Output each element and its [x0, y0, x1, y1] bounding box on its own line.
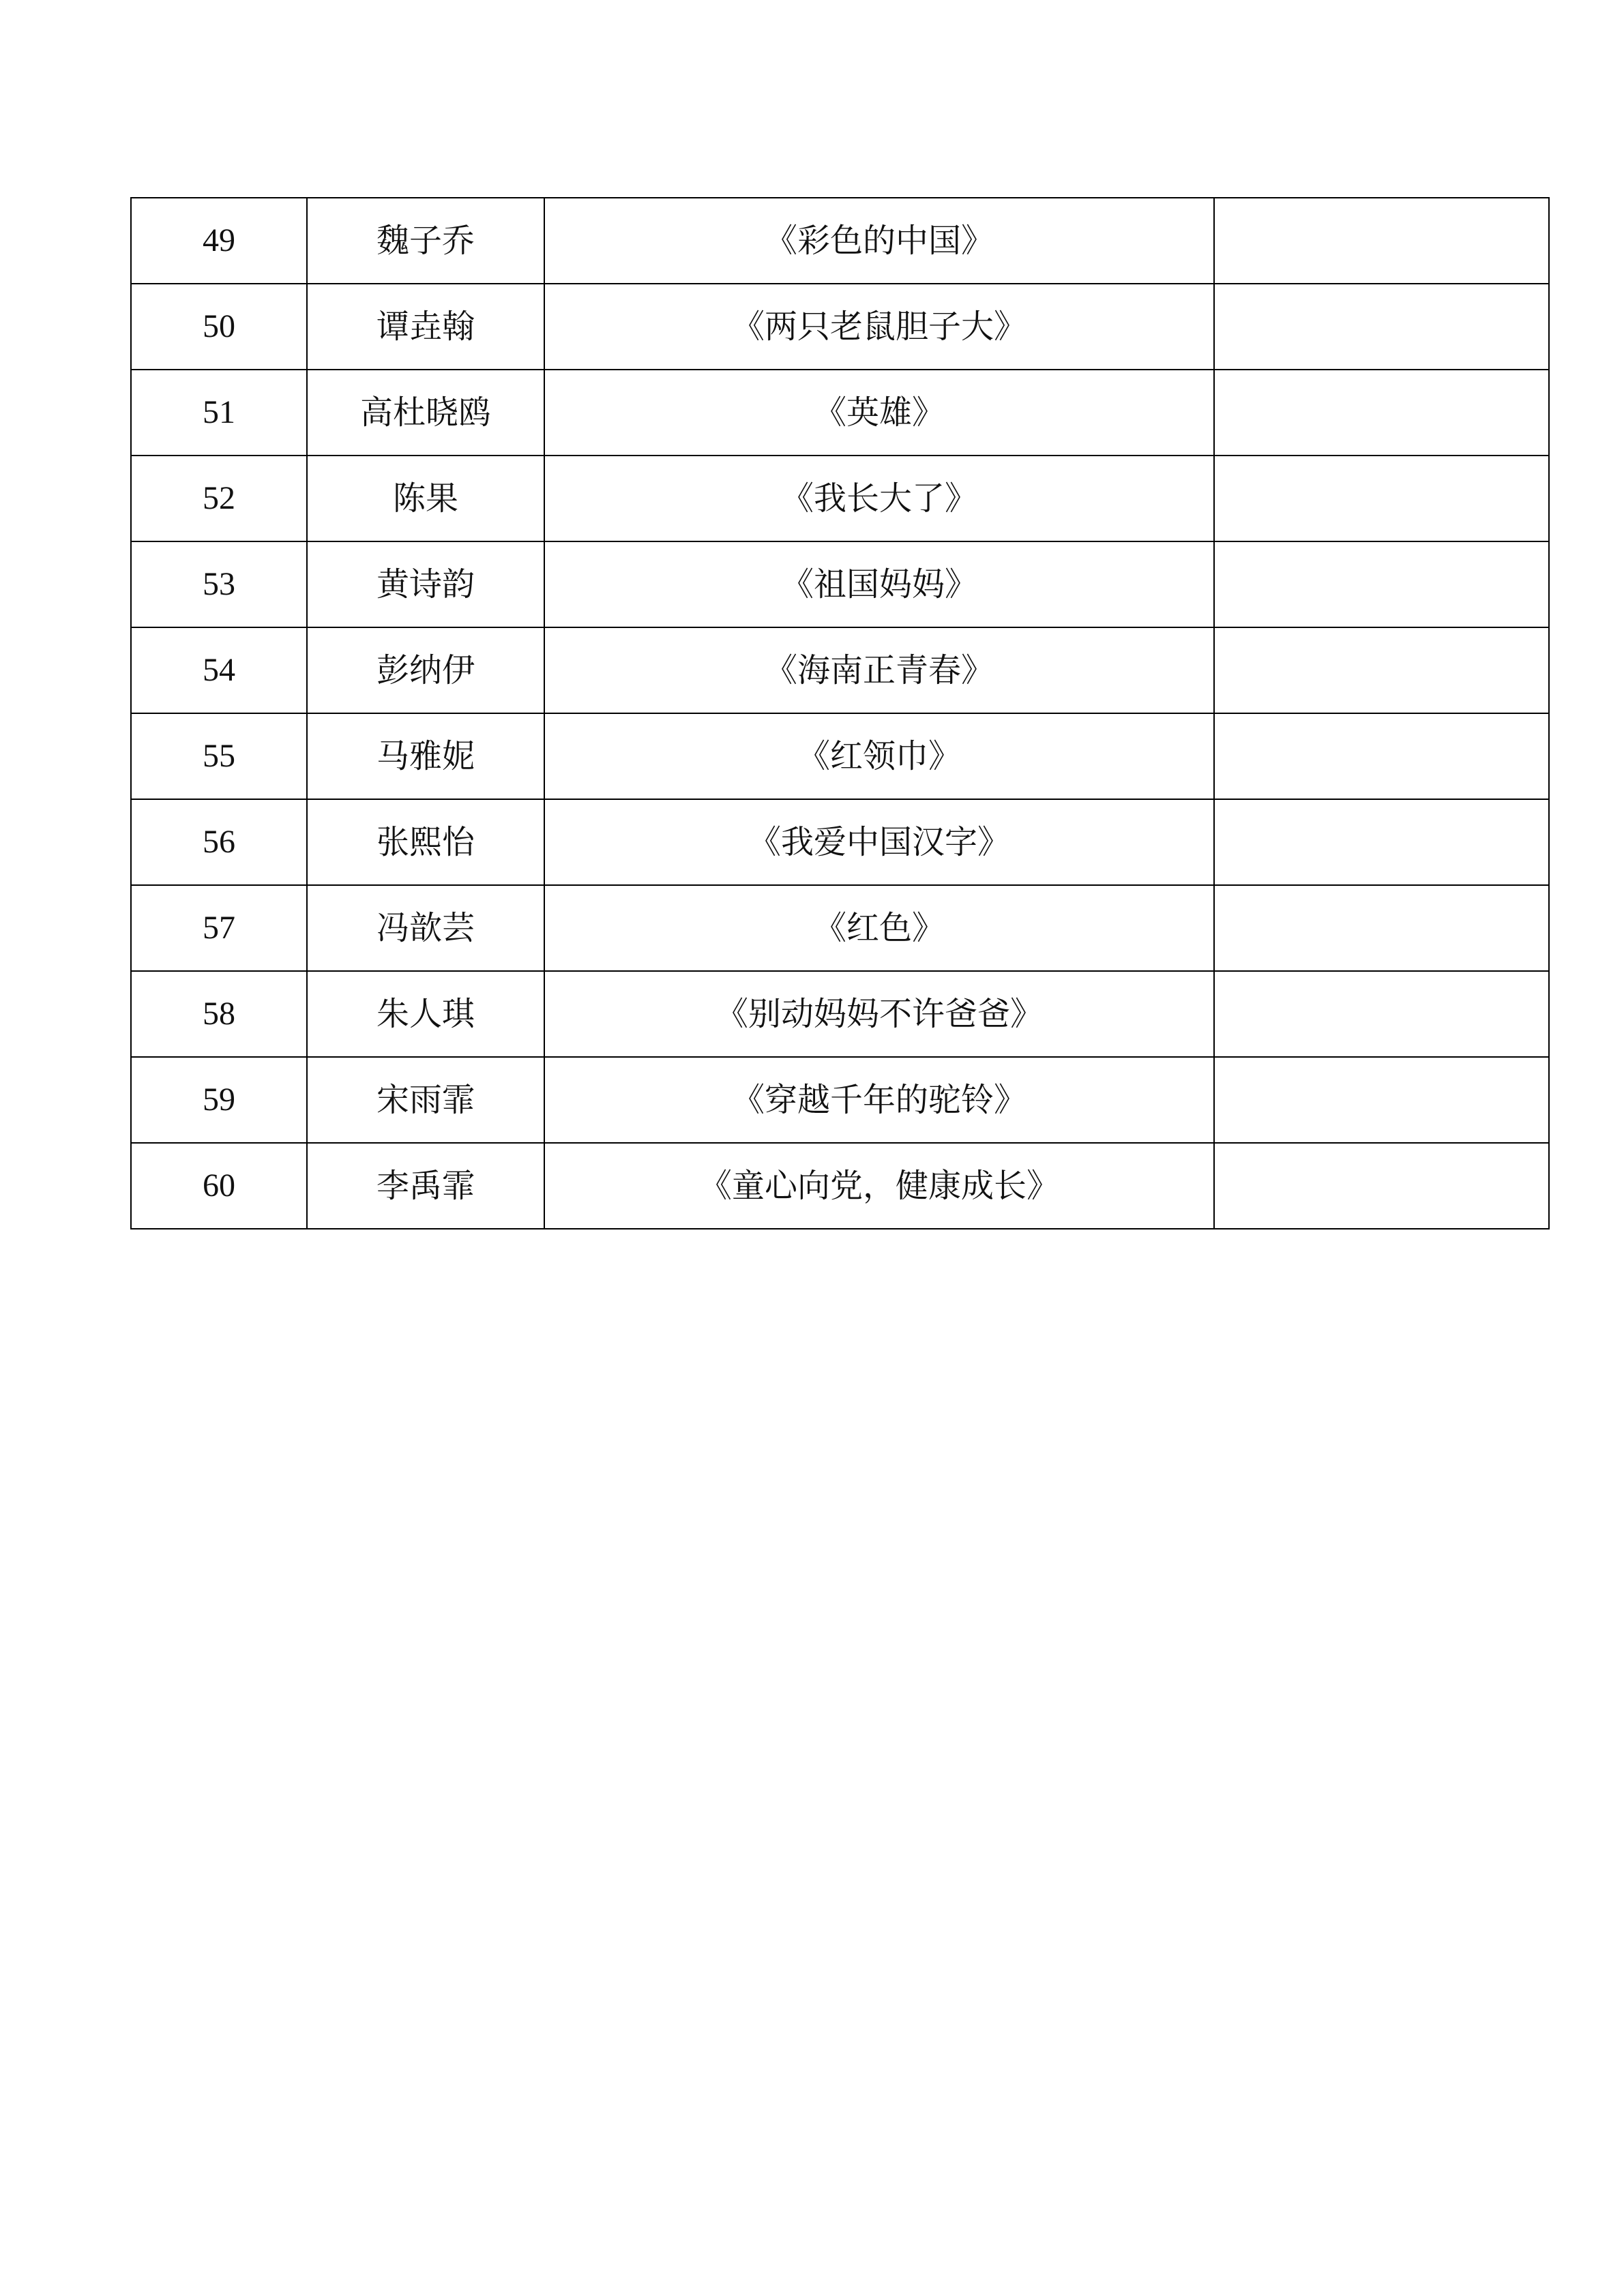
work-title: 《红领巾》 — [544, 713, 1214, 799]
student-name: 李禹霏 — [307, 1143, 544, 1229]
row-number: 59 — [131, 1057, 307, 1143]
student-name: 魏子乔 — [307, 198, 544, 284]
student-name: 彭纳伊 — [307, 627, 544, 713]
work-title: 《彩色的中国》 — [544, 198, 1214, 284]
work-title: 《别动妈妈不许爸爸》 — [544, 971, 1214, 1057]
row-number: 51 — [131, 370, 307, 456]
roster-table — [130, 197, 1550, 1229]
table-row — [131, 370, 1549, 456]
note-cell — [1214, 799, 1549, 885]
note-cell — [1214, 541, 1549, 627]
row-number: 60 — [131, 1143, 307, 1229]
table-row — [131, 713, 1549, 799]
row-number: 50 — [131, 284, 307, 370]
row-number: 56 — [131, 799, 307, 885]
note-cell — [1214, 284, 1549, 370]
note-cell — [1214, 456, 1549, 541]
table-row — [131, 198, 1549, 284]
note-cell — [1214, 370, 1549, 456]
row-number: 53 — [131, 541, 307, 627]
table-row — [131, 541, 1549, 627]
note-cell — [1214, 971, 1549, 1057]
note-cell — [1214, 627, 1549, 713]
row-number: 57 — [131, 885, 307, 971]
work-title: 《我长大了》 — [544, 456, 1214, 541]
work-title: 《海南正青春》 — [544, 627, 1214, 713]
row-number: 49 — [131, 198, 307, 284]
work-title: 《我爱中国汉字》 — [544, 799, 1214, 885]
table-row — [131, 971, 1549, 1057]
student-name: 高杜晓鸥 — [307, 370, 544, 456]
row-number: 55 — [131, 713, 307, 799]
note-cell — [1214, 713, 1549, 799]
student-name: 张熙怡 — [307, 799, 544, 885]
student-name: 陈果 — [307, 456, 544, 541]
work-title: 《穿越千年的驼铃》 — [544, 1057, 1214, 1143]
table-row — [131, 885, 1549, 971]
table-row — [131, 1143, 1549, 1229]
note-cell — [1214, 885, 1549, 971]
note-cell — [1214, 1057, 1549, 1143]
student-name: 朱人琪 — [307, 971, 544, 1057]
student-name: 黄诗韵 — [307, 541, 544, 627]
student-name: 宋雨霏 — [307, 1057, 544, 1143]
row-number: 52 — [131, 456, 307, 541]
note-cell — [1214, 198, 1549, 284]
row-number: 54 — [131, 627, 307, 713]
table-row — [131, 627, 1549, 713]
table-row — [131, 1057, 1549, 1143]
row-number: 58 — [131, 971, 307, 1057]
work-title: 《两只老鼠胆子大》 — [544, 284, 1214, 370]
note-cell — [1214, 1143, 1549, 1229]
work-title: 《英雄》 — [544, 370, 1214, 456]
work-title: 《童心向党，健康成长》 — [544, 1143, 1214, 1229]
student-name: 谭垚翰 — [307, 284, 544, 370]
table-row — [131, 284, 1549, 370]
student-name: 冯歆芸 — [307, 885, 544, 971]
table-row — [131, 799, 1549, 885]
table-row — [131, 456, 1549, 541]
work-title: 《红色》 — [544, 885, 1214, 971]
student-name: 马雅妮 — [307, 713, 544, 799]
work-title: 《祖国妈妈》 — [544, 541, 1214, 627]
